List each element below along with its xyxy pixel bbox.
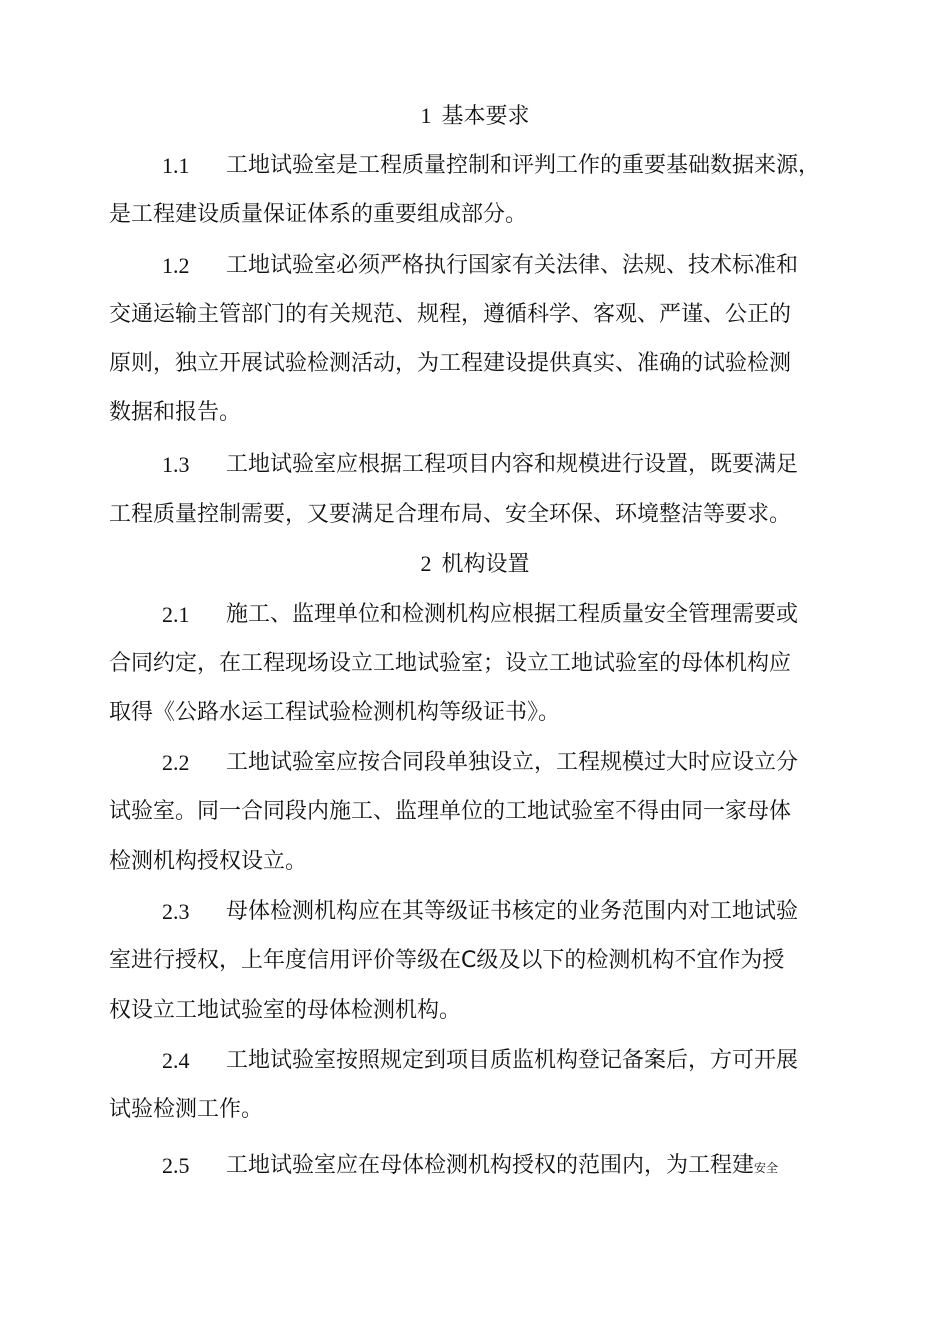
section-number: 1 bbox=[420, 103, 432, 128]
clause-line: 工地试验室应按合同段单独设立，工程规模过大时应设立分 bbox=[226, 750, 799, 775]
clause-number: 2.1 bbox=[162, 602, 190, 627]
clause-line: 原则，独立开展试验检测活动，为工程建设提供真实、准确的试验检测 bbox=[109, 351, 792, 376]
clause-number: 1.1 bbox=[162, 153, 190, 178]
clause-line: 母体检测机构应在其等级证书核定的业务范围内对工地试验 bbox=[226, 899, 799, 924]
clause-line: 取得《公路水运工程试验检测机构等级证书》。 bbox=[109, 700, 561, 725]
clause-line bbox=[226, 1151, 778, 1183]
clause-line: 试验室。同一合同段内施工、监理单位的工地试验室不得由同一家母体 bbox=[109, 799, 792, 824]
section-title: 基本要求 bbox=[441, 104, 530, 129]
clause-line: 交通运输主管部门的有关规范、规程，遵循科学、客观、严谨、公正的 bbox=[109, 302, 792, 327]
clause-line: 室进行授权，上年度信用评价等级在C级及以下的检测机构不宜作为授 bbox=[109, 948, 785, 973]
clause-line: 试验检测工作。 bbox=[109, 1097, 264, 1122]
section-heading-2 bbox=[0, 549, 950, 580]
clause-line: 数据和报告。 bbox=[109, 400, 242, 425]
clause-number: 1.2 bbox=[162, 253, 190, 278]
clause-line: 工地试验室必须严格执行国家有关法律、法规、技术标准和 bbox=[226, 253, 799, 278]
clause-line: 工程质量控制需要，又要满足合理布局、安全环保、环境整洁等要求。 bbox=[109, 502, 792, 527]
section-number: 2 bbox=[420, 551, 432, 576]
clause-number: 2.2 bbox=[162, 750, 190, 775]
clause-number: 2.3 bbox=[162, 899, 190, 924]
section-title: 机构设置 bbox=[441, 552, 530, 577]
clause-line: 是工程建设质量保证体系的重要组成部分。 bbox=[109, 202, 528, 227]
clause-line: 工地试验室按照规定到项目质监机构登记备案后，方可开展 bbox=[226, 1048, 799, 1073]
clause-number: 2.5 bbox=[162, 1153, 190, 1178]
trailing-small-text: 安全 bbox=[754, 1161, 779, 1175]
clause-number: 1.3 bbox=[162, 452, 190, 477]
clause-line: 检测机构授权设立。 bbox=[109, 849, 308, 874]
clause-line: 权设立工地试验室的母体检测机构。 bbox=[109, 998, 462, 1023]
clause-number: 2.4 bbox=[162, 1048, 190, 1073]
section-heading-1 bbox=[0, 101, 950, 132]
clause-text: 工地试验室应在母体检测机构授权的范围内，为工程建 bbox=[226, 1153, 755, 1178]
clause-line: 合同约定，在工程现场设立工地试验室；设立工地试验室的母体机构应 bbox=[109, 651, 792, 676]
clause-line: 工地试验室应根据工程项目内容和规模进行设置，既要满足 bbox=[226, 452, 799, 477]
clause-line: 工地试验室是工程质量控制和评判工作的重要基础数据来源， bbox=[226, 153, 821, 178]
clause-line: 施工、监理单位和检测机构应根据工程质量安全管理需要或 bbox=[226, 602, 799, 627]
